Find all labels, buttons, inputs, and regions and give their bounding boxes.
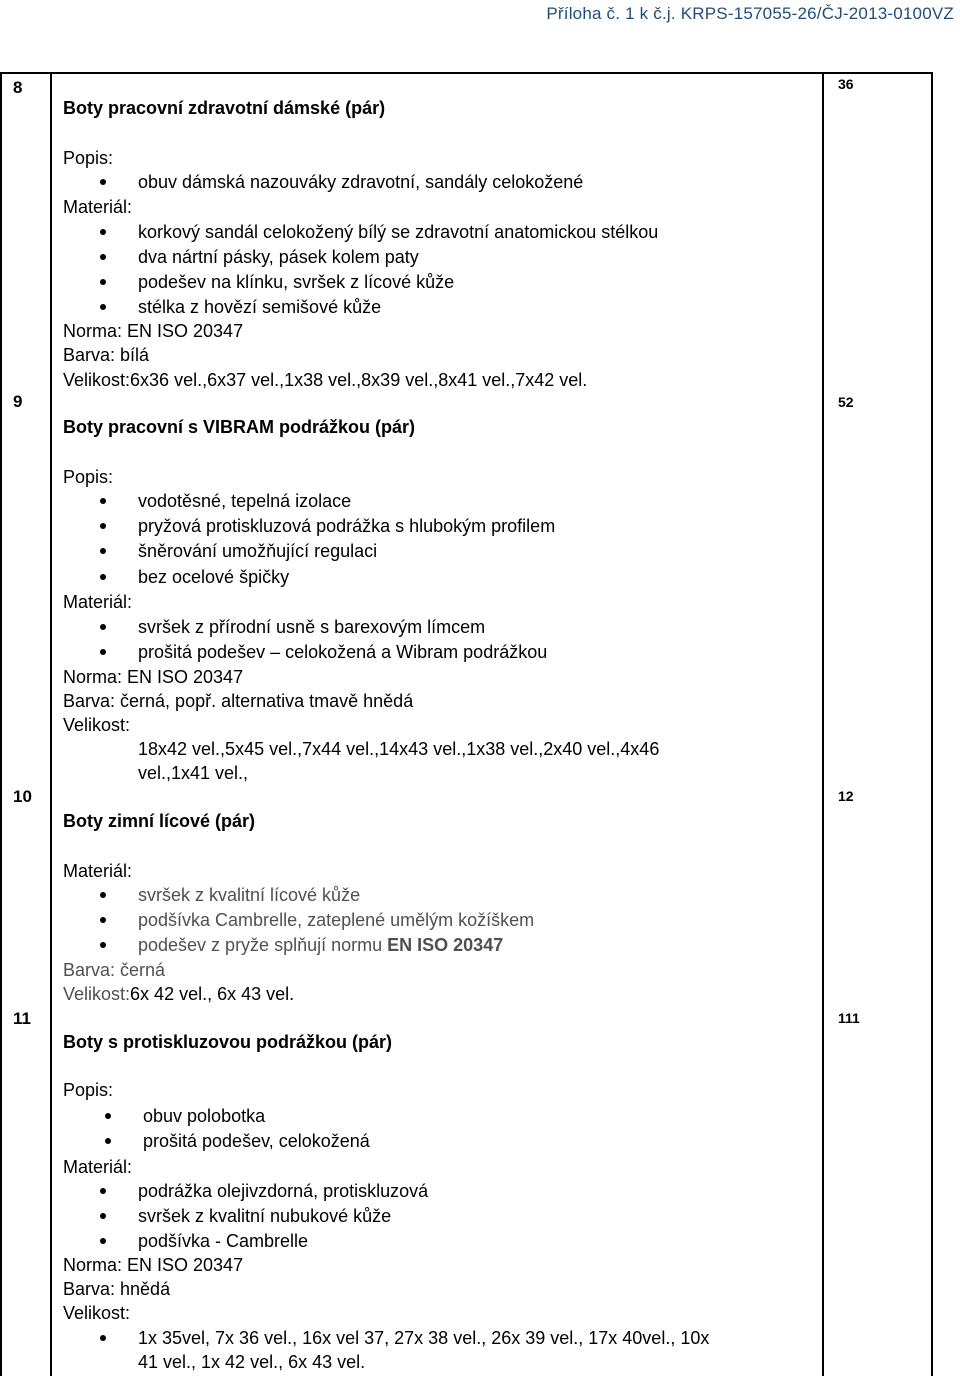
velikost-text bbox=[63, 983, 294, 1005]
list-item: svršek z kvalitní nubukové kůže bbox=[138, 1206, 392, 1226]
barva-text: Barva: černá bbox=[63, 960, 166, 980]
list-item: vodotěsné, tepelná izolace bbox=[138, 491, 352, 511]
list-item: prošitá podešev – celokožená a Wibram podrážkou bbox=[138, 642, 548, 662]
barva-text: Barva: černá, popř. alternativa tmavě hnědá bbox=[63, 691, 414, 711]
table-border-left bbox=[0, 72, 2, 1376]
item-title: Boty s protiskluzovou podrážkou (pár) bbox=[63, 1032, 393, 1052]
list-item: šněrování umožňující regulaci bbox=[138, 541, 378, 561]
norma-text: Norma: EN ISO 20347 bbox=[63, 667, 244, 687]
norm-text: EN ISO 20347 bbox=[387, 935, 504, 955]
popis-label: Popis: bbox=[63, 1080, 114, 1100]
row-quantity: 111 bbox=[838, 1010, 860, 1026]
material-label: Materiál: bbox=[63, 592, 133, 612]
list-item: prošitá podešev, celokožená bbox=[143, 1131, 370, 1151]
list-item: podšívka Cambrelle, zateplené umělým kožíškem bbox=[138, 910, 535, 930]
list-item: 1x 35vel, 7x 36 vel., 16x vel 37, 27x 38 vel., 26x 39 vel., 17x 40vel., 10x bbox=[138, 1328, 710, 1348]
list-item: podešev na klínku, svršek z lícové kůže bbox=[138, 272, 455, 292]
list-item: dva nártní pásky, pásek kolem paty bbox=[138, 247, 419, 267]
velikost-text: Velikost:6x36 vel.,6x37 vel.,1x38 vel.,8x39 vel.,8x41 vel.,7x42 vel. bbox=[63, 370, 588, 390]
list-item: stélka z hovězí semišové kůže bbox=[138, 297, 382, 317]
list-item: obuv polobotka bbox=[143, 1106, 266, 1126]
document-reference: Příloha č. 1 k č.j. KRPS-157055-26/ČJ-2013-0100VZ bbox=[546, 4, 954, 23]
norma-text: Norma: EN ISO 20347 bbox=[63, 321, 244, 341]
norma-text: Norma: EN ISO 20347 bbox=[63, 1255, 244, 1275]
list-item: korkový sandál celokožený bílý se zdravotní anatomickou stélkou bbox=[138, 222, 659, 242]
item-title: Boty zimní lícové (pár) bbox=[63, 811, 256, 831]
row-quantity: 12 bbox=[838, 788, 854, 804]
velikost-values: vel.,1x41 vel., bbox=[138, 763, 249, 783]
velikost-label: Velikost: bbox=[63, 1303, 131, 1323]
list-item: pryžová protiskluzová podrážka s hlubokým profilem bbox=[138, 516, 556, 536]
row-quantity: 52 bbox=[838, 394, 854, 410]
material-label: Materiál: bbox=[63, 197, 133, 217]
item-title: Boty pracovní zdravotní dámské (pár) bbox=[63, 98, 386, 118]
material-text: podešev z pryže splňují normu bbox=[138, 935, 388, 955]
list-item bbox=[138, 934, 503, 956]
column-divider-quantity bbox=[822, 72, 824, 1376]
row-number: 11 bbox=[13, 1009, 31, 1028]
popis-label: Popis: bbox=[63, 148, 114, 168]
row-number: 10 bbox=[13, 787, 32, 806]
velikost-values: 18x42 vel.,5x45 vel.,7x44 vel.,14x43 vel.,1x38 vel.,2x40 vel.,4x46 bbox=[138, 739, 660, 759]
barva-text: Barva: bílá bbox=[63, 345, 150, 365]
velikost-values: 6x 42 vel., 6x 43 vel. bbox=[130, 984, 295, 1004]
velikost-label: Velikost: bbox=[63, 715, 131, 735]
item-title: Boty pracovní s VIBRAM podrážkou (pár) bbox=[63, 417, 416, 437]
list-item: svršek z kvalitní lícové kůže bbox=[138, 885, 361, 905]
material-label: Materiál: bbox=[63, 861, 133, 881]
list-item: svršek z přírodní usně s barexovým límcem bbox=[138, 617, 486, 637]
material-label: Materiál: bbox=[63, 1157, 133, 1177]
table-border-right bbox=[931, 72, 933, 1376]
row-number: 8 bbox=[13, 78, 23, 97]
list-item: bez ocelové špičky bbox=[138, 567, 290, 587]
list-item: obuv dámská nazouváky zdravotní, sandály celokožené bbox=[138, 172, 584, 192]
row-number: 9 bbox=[13, 392, 23, 411]
velikost-values: 41 vel., 1x 42 vel., 6x 43 vel. bbox=[138, 1352, 366, 1372]
table-border-top bbox=[0, 72, 933, 74]
barva-text: Barva: hnědá bbox=[63, 1279, 171, 1299]
popis-label: Popis: bbox=[63, 467, 114, 487]
list-item: podrážka olejivzdorná, protiskluzová bbox=[138, 1181, 429, 1201]
column-divider-number bbox=[50, 72, 52, 1376]
list-item: podšívka - Cambrelle bbox=[138, 1231, 309, 1251]
row-quantity: 36 bbox=[838, 76, 854, 92]
velikost-label: Velikost: bbox=[63, 984, 131, 1004]
